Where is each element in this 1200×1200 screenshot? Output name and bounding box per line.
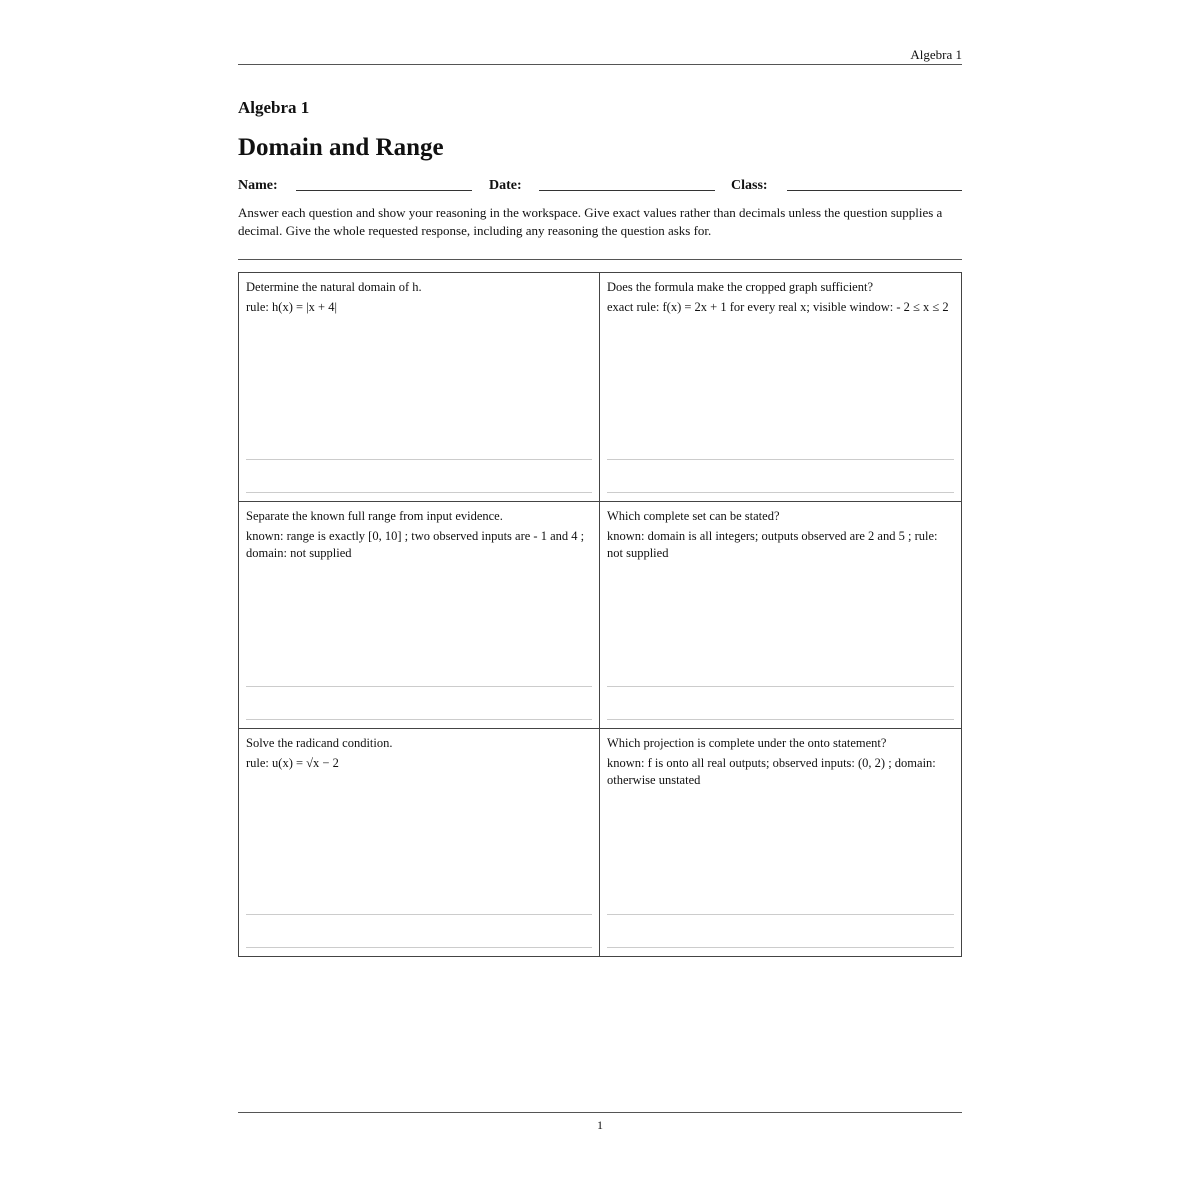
question-cell <box>239 273 600 501</box>
date-line[interactable] <box>539 190 715 191</box>
workspace-line[interactable] <box>607 914 954 915</box>
name-label: Name: <box>238 178 278 193</box>
workspace-line[interactable] <box>246 492 592 493</box>
question-cell <box>239 728 600 956</box>
workspace-line[interactable] <box>246 459 592 460</box>
running-header-title: Algebra 1 <box>910 47 962 62</box>
workspace-line[interactable] <box>607 492 954 493</box>
workspace-line[interactable] <box>607 459 954 460</box>
class-line[interactable] <box>787 190 962 191</box>
class-label: Class: <box>731 178 768 193</box>
question-given: exact rule: f(x) = 2x + 1 for every real x; visible window: - 2 ≤ x ≤ 2 <box>607 300 949 314</box>
divider <box>238 259 962 260</box>
question-cell <box>600 273 961 501</box>
instructions: Answer each question and show your reasoning in the workspace. Give exact values rather than decimals unless the question supplies a decimal. Give the whole requested response, including any reasoning the question asks for. <box>238 205 943 238</box>
question-given: known: domain is all integers; outputs observed are 2 and 5 ; rule: not supplied <box>607 528 938 560</box>
question-grid <box>238 272 962 957</box>
page-number: 1 <box>597 1118 603 1132</box>
question-given: rule: h(x) = |x + 4| <box>246 300 337 314</box>
workspace-line[interactable] <box>246 686 592 687</box>
question-cell <box>239 501 600 729</box>
question-prompt: Separate the known full range from input evidence. <box>246 508 503 523</box>
course-heading: Algebra 1 <box>238 98 310 117</box>
workspace-line[interactable] <box>607 686 954 687</box>
question-prompt: Does the formula make the cropped graph sufficient? <box>607 280 873 294</box>
question-given: known: f is onto all real outputs; observed inputs: (0, 2) ; domain: otherwise unstated <box>607 756 936 788</box>
name-line[interactable] <box>296 190 472 191</box>
question-prompt: Determine the natural domain of h. <box>246 280 422 294</box>
question-cell <box>600 728 961 956</box>
date-label: Date: <box>489 178 522 193</box>
question-given: rule: u(x) = √x − 2 <box>246 756 339 771</box>
question-given: known: range is exactly [0, 10] ; two observed inputs are - 1 and 4 ; domain: not supplied <box>246 528 585 560</box>
question-prompt: Which projection is complete under the onto statement? <box>607 736 887 751</box>
footer-divider <box>238 1112 962 1113</box>
question-prompt: Solve the radicand condition. <box>246 736 393 751</box>
workspace-line[interactable] <box>607 947 954 948</box>
workspace-line[interactable] <box>246 947 592 948</box>
question-prompt: Which complete set can be stated? <box>607 508 780 523</box>
running-header <box>238 46 962 65</box>
workspace-line[interactable] <box>246 719 592 720</box>
question-cell <box>600 501 961 729</box>
workspace-line[interactable] <box>607 719 954 720</box>
workspace-line[interactable] <box>246 914 592 915</box>
worksheet-title: Domain and Range <box>238 134 444 161</box>
